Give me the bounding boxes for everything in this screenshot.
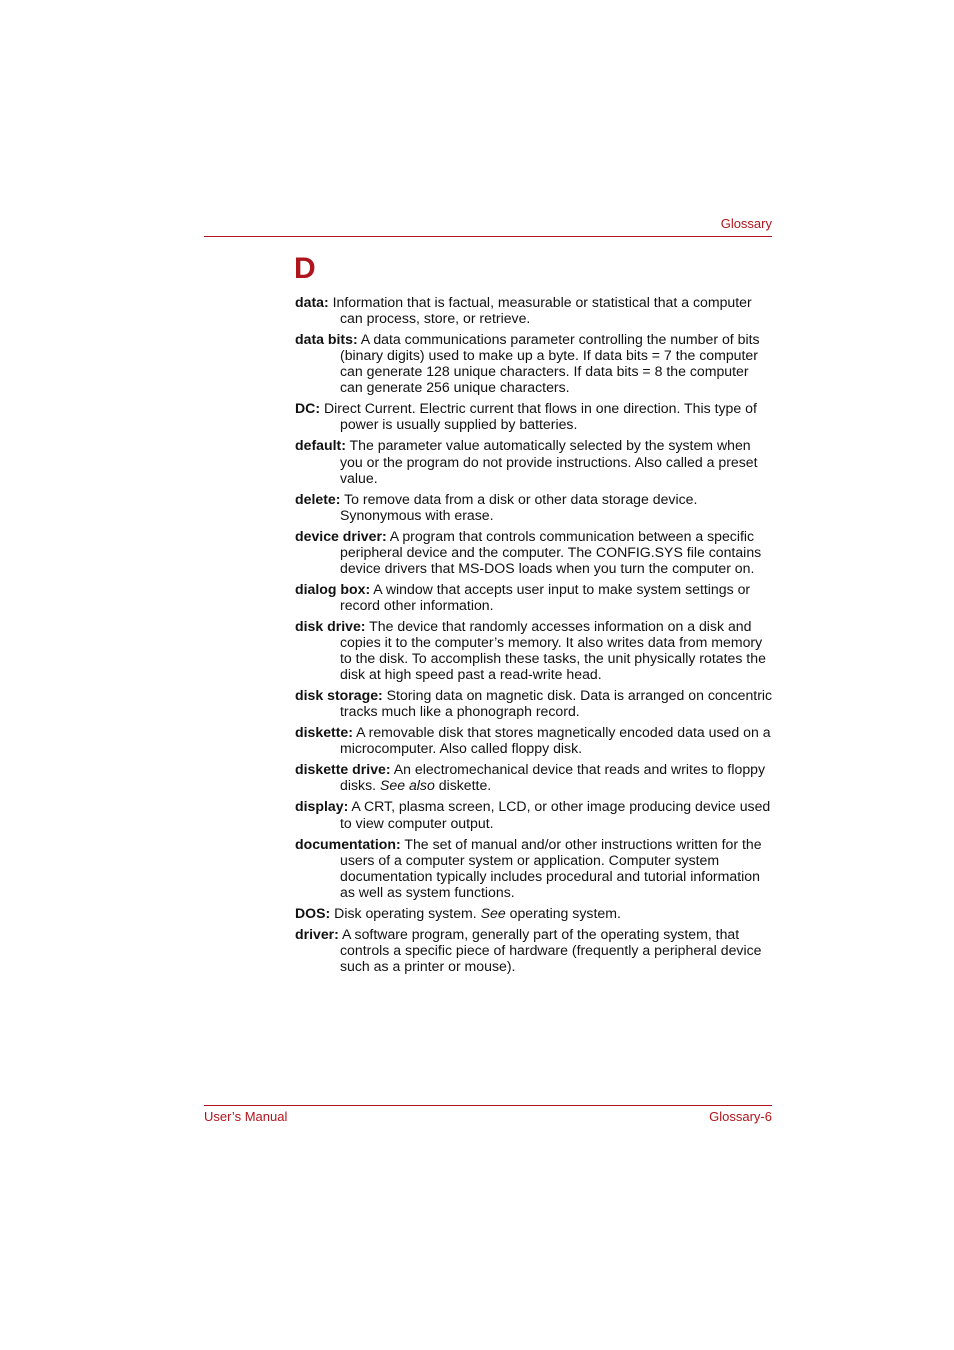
glossary-entry [295,798,773,830]
glossary-entry [295,437,773,485]
glossary-entries [295,294,773,979]
definition-text: A window that accepts user input to make system settings or record other information. [340,580,751,613]
glossary-term: device driver: [295,527,387,544]
glossary-entry [295,581,773,613]
definition-text: A CRT, plasma screen, LCD, or other image producing device used to view computer output. [340,798,771,831]
glossary-term: data bits: [295,331,358,348]
definition-text: To remove data from a disk or other data storage device. Synonymous with erase. [340,490,698,523]
glossary-entry [295,687,773,719]
glossary-term: dialog box: [295,580,371,597]
running-header: Glossary [720,216,772,231]
definition-text: operating system. [505,904,621,921]
definition-text: A program that controls communication between a specific peripheral device and the computer. The CONFIG.SYS file contains device drivers that MS-DOS loads when you turn the computer on. [340,527,762,576]
glossary-entry [295,294,773,326]
glossary-entry [295,491,773,523]
glossary-term: disk drive: [295,617,366,634]
definition-text: The device that randomly accesses information on a disk and copies it to the computer’s memory. It also writes data from memory to the disk. To accomplish these tasks, the unit physically rotates the disk at high speed past a read-write head. [340,617,766,683]
glossary-term: display: [295,798,349,815]
definition-text: Storing data on magnetic disk. Data is arranged on concentric tracks much like a phonograph record. [340,687,773,720]
glossary-entry [295,331,773,395]
definition-text: Information that is factual, measurable or statistical that a computer can process, store, or retrieve. [328,294,752,327]
footer-rule [204,1105,772,1106]
glossary-term: diskette drive: [295,761,391,778]
definition-text: A data communications parameter controlling the number of bits (binary digits) used to make up a byte. If data bits = 7 the computer can generate 128 unique characters. If data bits = 8 the computer can generate 256 unique characters. [340,331,760,396]
footer-manual-title: User’s Manual [204,1109,288,1124]
glossary-entry [295,926,773,974]
definition-text: Direct Current. Electric current that flows in one direction. This type of power is usually supplied by batteries. [320,400,757,433]
glossary-term: documentation: [295,835,401,852]
definition-text: The set of manual and/or other instructions written for the users of a computer system or application. Computer system documentation typically includes procedural and tutorial information as well as system functions. [340,835,762,900]
definition-text: A removable disk that stores magnetically encoded data used on a microcomputer. Also called floppy disk. [340,724,771,757]
cross-reference: See [480,904,506,921]
section-letter: D [294,252,316,285]
glossary-term: DC: [295,400,321,417]
cross-reference: See also [379,777,435,794]
glossary-entry [295,528,773,576]
definition-text: diskette. [434,777,492,794]
definition-text: An electromechanical device that reads and writes to floppy disks. [340,761,766,794]
glossary-term: DOS: [295,904,331,921]
glossary-term: driver: [295,925,339,942]
glossary-term: delete: [295,490,341,507]
definition-text: A software program, generally part of the operating system, that controls a specific piece of hardware (frequently a peripheral device such as a printer or mouse). [338,925,762,974]
glossary-entry [295,761,773,793]
header-rule [204,236,772,237]
definition-text: The parameter value automatically selected by the system when you or the program do not provide instructions. Also called a preset value. [340,437,758,486]
glossary-entry [295,724,773,756]
glossary-entry [295,618,773,682]
glossary-term: data: [295,294,329,310]
glossary-entry [295,400,773,432]
glossary-entry [295,836,773,900]
glossary-term: default: [295,437,346,454]
glossary-term: disk storage: [295,687,383,704]
glossary-entry [295,905,773,921]
definition-text: Disk operating system. [330,904,481,921]
glossary-term: diskette: [295,724,353,741]
footer-page-number: Glossary-6 [709,1109,772,1124]
